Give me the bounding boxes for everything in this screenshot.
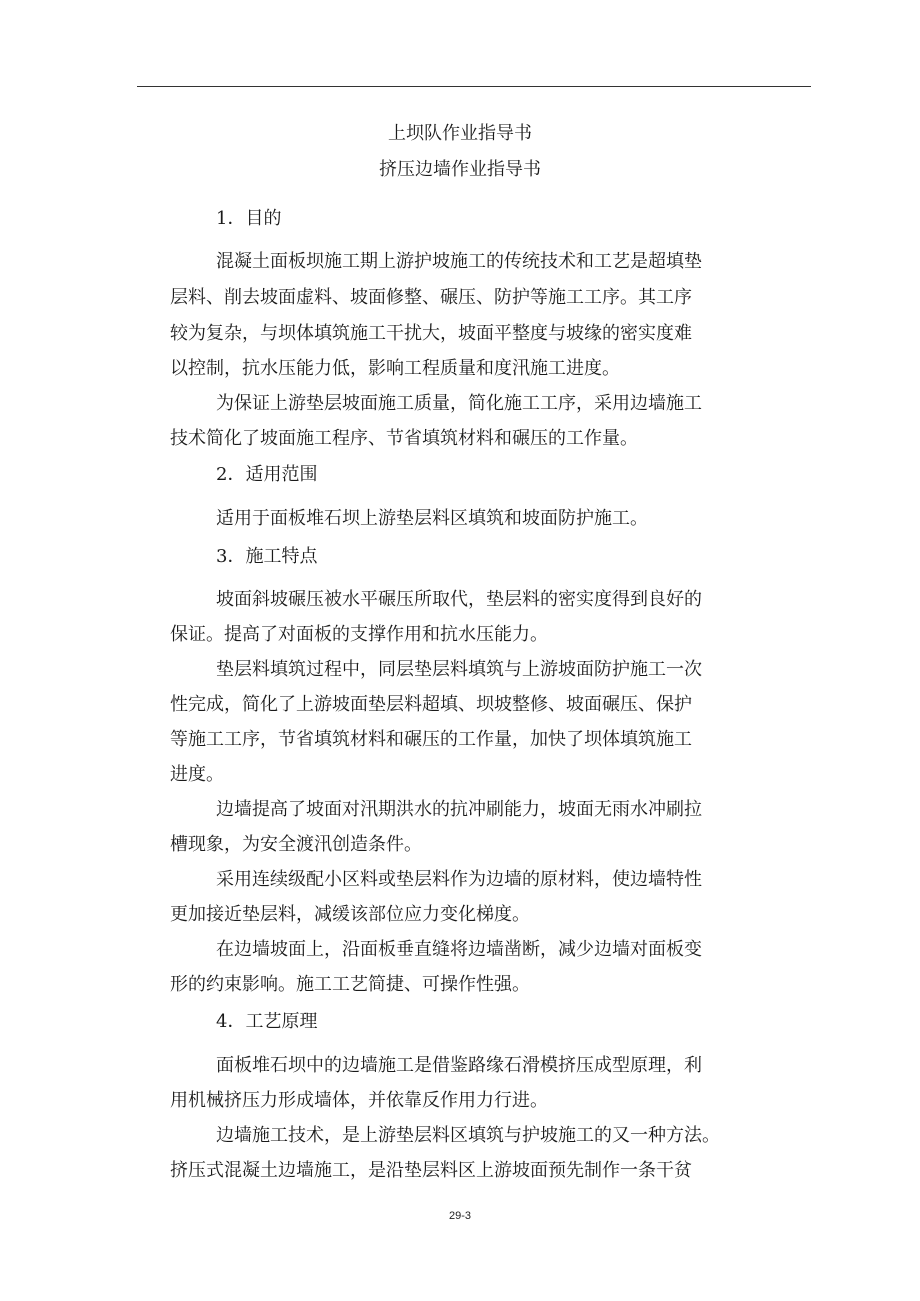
body-line: 等施工工序，节省填筑材料和碾压的工作量，加快了坝体填筑施工 — [170, 729, 692, 750]
body-line: 更加接近垫层料，减缓该部位应力变化梯度。 — [170, 904, 530, 925]
body-line: 为保证上游垫层坡面施工质量，简化施工工序，采用边墙施工 — [216, 393, 702, 414]
heading-principle: 4．工艺原理 — [216, 1011, 318, 1032]
header-rule — [137, 86, 811, 87]
body-line: 保证。提高了对面板的支撑作用和抗水压能力。 — [170, 624, 548, 645]
body-line: 以控制，抗水压能力低，影响工程质量和度汛施工进度。 — [170, 358, 620, 379]
body-line: 面板堆石坝中的边墙施工是借鉴路缘石滑模挤压成型原理，利 — [216, 1055, 702, 1076]
body-line: 垫层料填筑过程中，同层垫层料填筑与上游坡面防护施工一次 — [216, 659, 702, 680]
body-line: 技术简化了坡面施工程序、节省填筑材料和碾压的工作量。 — [170, 428, 638, 449]
heading-scope: 2．适用范围 — [216, 464, 318, 485]
body-line: 用机械挤压力形成墙体，并依靠反作用力行进。 — [170, 1090, 548, 1111]
heading-features: 3．施工特点 — [216, 546, 318, 567]
body-line: 采用连续级配小区料或垫层料作为边墙的原材料，使边墙特性 — [216, 869, 702, 890]
page-number: 29-3 — [448, 1210, 472, 1222]
document-title: 上坝队作业指导书 — [388, 123, 532, 144]
body-line: 边墙提高了坡面对汛期洪水的抗冲刷能力，坡面无雨水冲刷拉 — [216, 799, 702, 820]
body-line: 较为复杂，与坝体填筑施工干扰大，坡面平整度与坡缘的密实度难 — [170, 323, 692, 344]
body-line: 层料、削去坡面虚料、坡面修整、碾压、防护等施工工序。其工序 — [170, 287, 692, 308]
body-line: 形的约束影响。施工工艺简捷、可操作性强。 — [170, 974, 530, 995]
body-line: 槽现象，为安全渡汛创造条件。 — [170, 834, 422, 855]
body-line: 性完成，简化了上游坡面垫层料超填、坝坡整修、坡面碾压、保护 — [170, 694, 692, 715]
body-line: 边墙施工技术，是上游垫层料区填筑与护坡施工的又一种方法。 — [216, 1125, 720, 1146]
body-line: 坡面斜坡碾压被水平碾压所取代，垫层料的密实度得到良好的 — [216, 589, 702, 610]
body-line: 在边墙坡面上，沿面板垂直缝将边墙凿断，减少边墙对面板变 — [216, 939, 702, 960]
document-subtitle: 挤压边墙作业指导书 — [379, 159, 541, 180]
body-line: 适用于面板堆石坝上游垫层料区填筑和坡面防护施工。 — [216, 508, 648, 529]
body-line: 进度。 — [170, 764, 224, 785]
body-line: 混凝土面板坝施工期上游护坡施工的传统技术和工艺是超填垫 — [216, 251, 702, 272]
body-line: 挤压式混凝土边墙施工，是沿垫层料区上游坡面预先制作一条干贫 — [170, 1160, 692, 1181]
heading-purpose: 1．目的 — [216, 208, 282, 229]
